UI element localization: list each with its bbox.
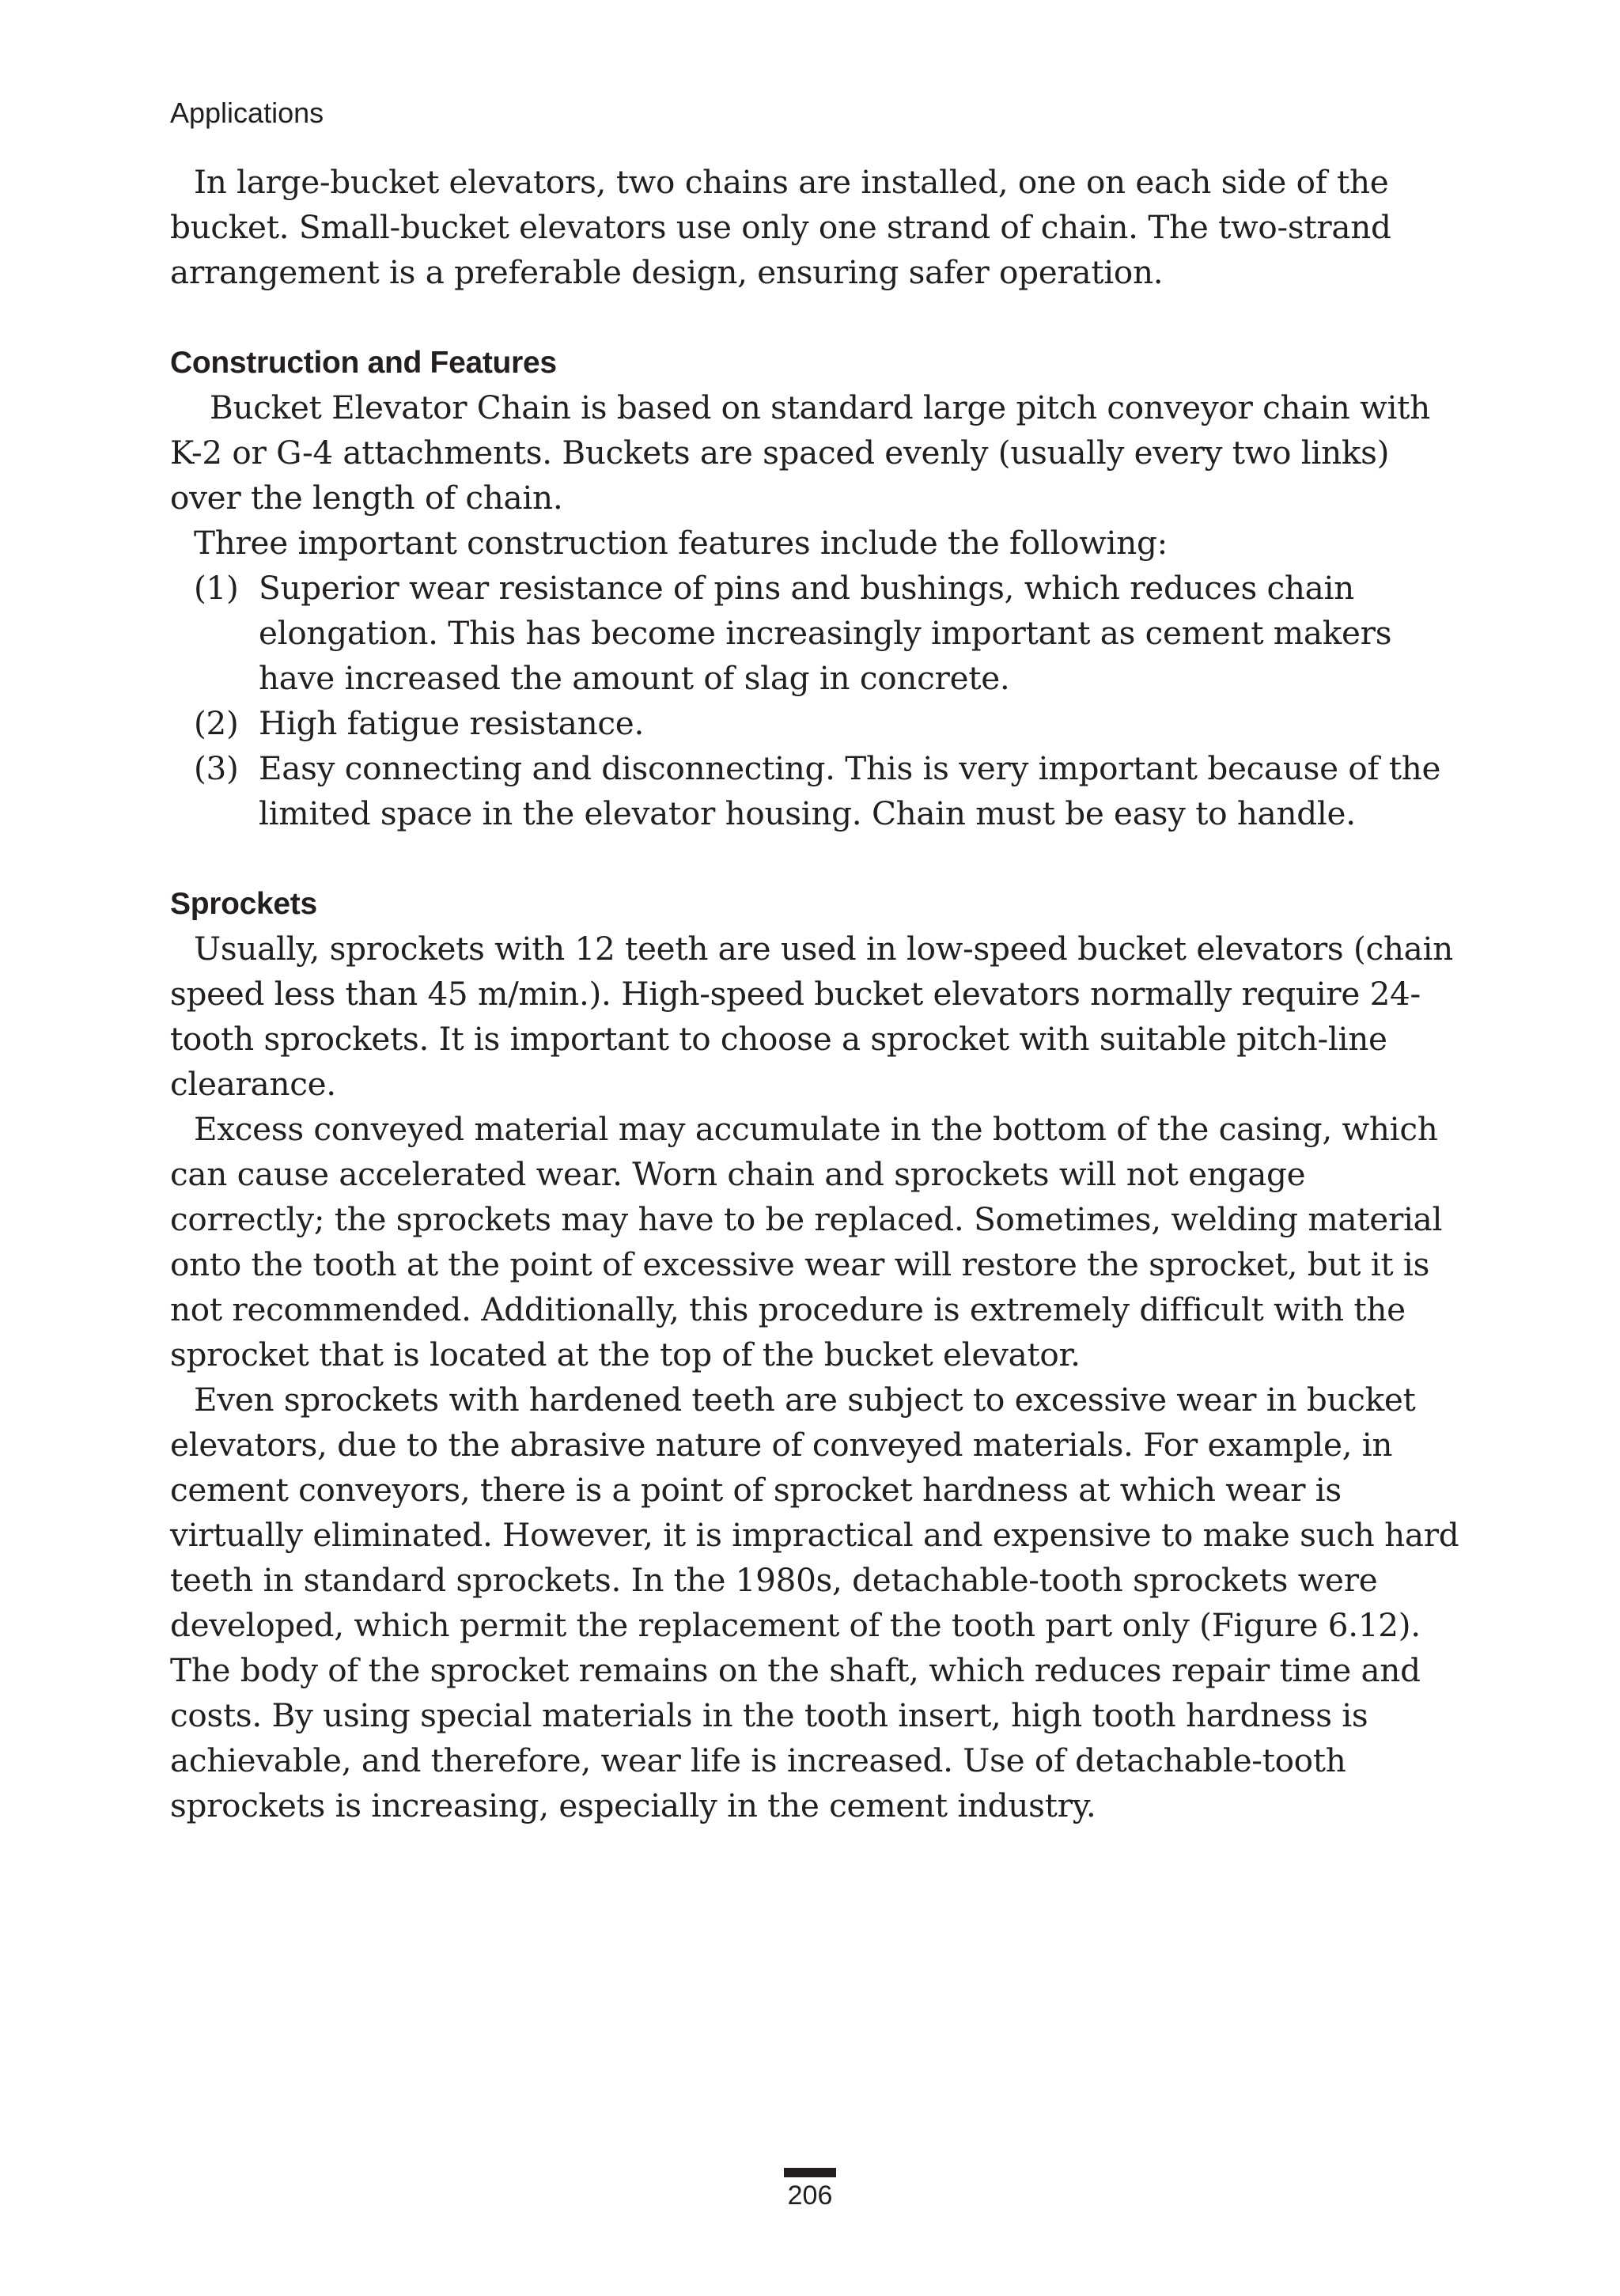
page-body bbox=[170, 160, 1467, 1828]
list-item-text: High fatigue resistance. bbox=[259, 704, 645, 742]
footer-rule bbox=[784, 2168, 836, 2177]
list-item bbox=[170, 701, 1467, 746]
construction-heading: Construction and Features bbox=[170, 346, 557, 380]
page-number: 206 bbox=[787, 2180, 833, 2211]
intro-paragraph: In large-bucket elevators, two chains are installed, one on each side of the bucket. Small-bucket elevators use only one strand of chain. The two-strand arrangement is a preferable design, ensuring safer operation. bbox=[170, 163, 1391, 291]
list-item bbox=[170, 746, 1467, 836]
sprockets-paragraph-3: Even sprockets with hardened teeth are subject to excessive wear in bucket elevators, due to the abrasive nature of conveyed materials. For example, in cement conveyors, there is a point of sprocket hardness at which wear is virtually eliminated. However, it is impractical and expensive to make such hard teeth in standard sprockets. In the 1980s, detachable-tooth sprockets were developed, which permit the replacement of the tooth part only (Figure 6.12). The body of the sprocket remains on the shaft, which reduces repair time and costs. By using special materials in the tooth insert, high tooth hardness is achievable, and therefore, wear life is increased. Use of detachable-tooth sprockets is increasing, especially in the cement industry. bbox=[170, 1381, 1459, 1824]
construction-paragraph-2: Three important construction features include the following: bbox=[194, 524, 1168, 562]
page-footer bbox=[0, 2168, 1620, 2212]
construction-paragraph-1: Bucket Elevator Chain is based on standard large pitch conveyor chain with K-2 or G-4 attachments. Buckets are spaced evenly (usually every two links) over the length of chain. bbox=[170, 388, 1430, 517]
list-item-number: (2) bbox=[194, 704, 239, 742]
list-item-number: (3) bbox=[194, 749, 239, 787]
features-list bbox=[170, 566, 1467, 836]
list-item-text: Easy connecting and disconnecting. This is very important because of the limited space in the elevator housing. Chain must be easy to handle. bbox=[259, 749, 1441, 832]
sprockets-paragraph-1: Usually, sprockets with 12 teeth are used in low-speed bucket elevators (chain speed less than 45 m/min.). High-speed bucket elevators normally require 24-tooth sprockets. It is important to choose a sprocket with suitable pitch-line clearance. bbox=[170, 930, 1453, 1103]
running-head: Applications bbox=[170, 97, 324, 129]
sprockets-heading: Sprockets bbox=[170, 887, 317, 921]
list-item-text: Superior wear resistance of pins and bushings, which reduces chain elongation. This has become increasingly important as cement makers have increased the amount of slag in concrete. bbox=[259, 569, 1392, 697]
list-item bbox=[170, 566, 1467, 701]
sprockets-paragraph-2: Excess conveyed material may accumulate in the bottom of the casing, which can cause accelerated wear. Worn chain and sprockets will not engage correctly; the sprockets may have to be replaced. Sometimes, welding material onto the tooth at the point of excessive wear will restore the sprocket, but it is not recommended. Additionally, this procedure is extremely difficult with the sprocket that is located at the top of the bucket elevator. bbox=[170, 1110, 1443, 1373]
list-item-number: (1) bbox=[194, 569, 239, 607]
